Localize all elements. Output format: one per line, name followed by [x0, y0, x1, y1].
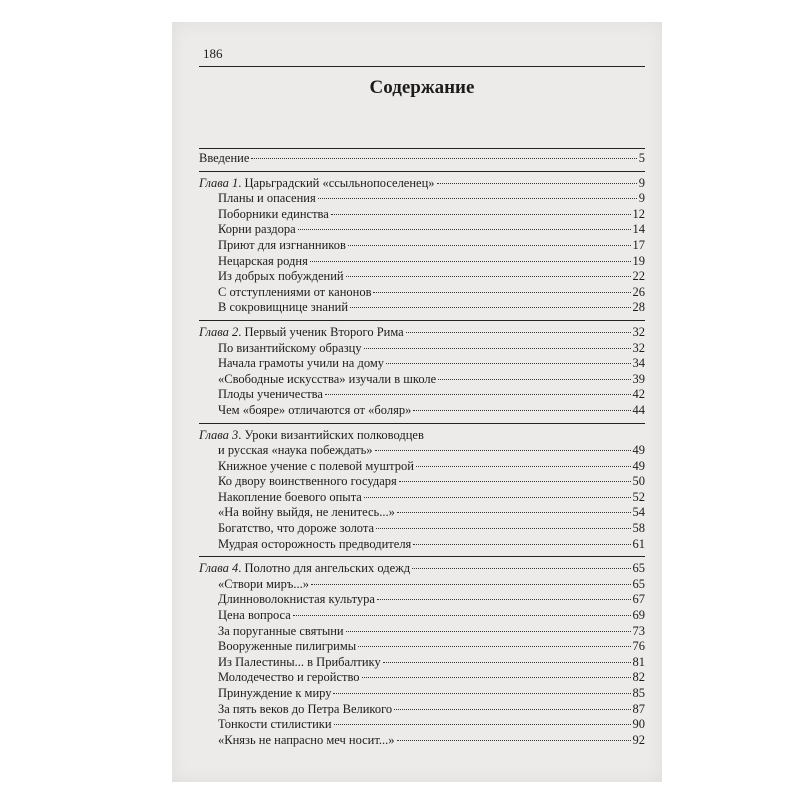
toc-entry-title: По византийскому образцу: [218, 340, 362, 355]
toc-entry: [199, 639, 645, 655]
toc-entry-title: Молодечество и геройство: [218, 670, 360, 685]
toc-entry-page: 69: [632, 608, 645, 623]
toc-title: Содержание: [369, 77, 475, 98]
dot-leader: [333, 693, 630, 694]
chapter-title: Полотно для ангельских одежд: [244, 561, 411, 576]
toc-entry-title: Приют для изгнанников: [218, 237, 346, 252]
toc-entry-page: 26: [632, 284, 645, 299]
toc-entry-title: Поборники единства: [218, 206, 329, 221]
toc-entry-page: 73: [632, 623, 645, 638]
dot-leader: [397, 740, 631, 741]
section-divider: [199, 423, 645, 424]
toc-entry-title: Планы и опасения: [218, 191, 316, 206]
toc-entry: [199, 655, 645, 671]
toc-entry-page: 12: [632, 206, 645, 221]
dot-leader: [298, 229, 631, 230]
toc-entry: [199, 372, 645, 388]
toc-entry-title: «На войну выйдя, не ленитесь...»: [218, 505, 395, 520]
chapter-heading-continued: [199, 443, 645, 459]
toc-entry-page: 92: [632, 732, 645, 747]
toc-entry-title: «Створи миръ...»: [218, 576, 309, 591]
toc-entry: [199, 686, 645, 702]
toc-entry-page: 42: [632, 387, 645, 402]
dot-leader: [362, 677, 631, 678]
section-divider: [199, 556, 645, 557]
chapter-title-line2: и русская «наука побеждать»: [218, 443, 373, 458]
dot-leader: [438, 379, 630, 380]
toc-entry-page: 82: [632, 670, 645, 685]
toc-entry: [199, 733, 645, 749]
dot-leader: [437, 183, 637, 184]
toc-entry: [199, 191, 645, 207]
toc-entry: [199, 269, 645, 285]
toc-entry-title: С отступлениями от канонов: [218, 284, 372, 299]
dot-leader: [364, 348, 631, 349]
dot-leader: [394, 709, 630, 710]
toc-entry: [199, 341, 645, 357]
toc-entry-page: 67: [632, 592, 645, 607]
toc-entry: [199, 608, 645, 624]
toc-entry: [199, 717, 645, 733]
toc-entry: [199, 624, 645, 640]
toc-entry-page: 28: [632, 300, 645, 315]
toc-entry-page: 58: [632, 521, 645, 536]
toc-entry-title: Из добрых побуждений: [218, 269, 344, 284]
toc-entry-title: Ко двору воинственного государя: [218, 474, 397, 489]
toc-entry: [199, 505, 645, 521]
section-divider: [199, 171, 645, 172]
chapter-page: 9: [638, 175, 645, 190]
chapter-heading-text: Глава 4. Полотно для ангельских одежд: [199, 561, 411, 576]
toc-entry-page: 54: [632, 505, 645, 520]
chapter-heading: [199, 561, 645, 577]
table-of-contents: [199, 144, 645, 748]
toc-entry-title: Мудрая осторожность предводителя: [218, 536, 412, 551]
dot-leader: [416, 466, 631, 467]
toc-intro-page: 5: [638, 151, 645, 165]
toc-entry-page: 14: [632, 222, 645, 237]
toc-entry-title: За поруганные святыни: [218, 623, 344, 638]
toc-entry-page: 17: [632, 237, 645, 252]
toc-entry: [199, 403, 645, 419]
toc-entry: [199, 254, 645, 270]
chapter-page: 65: [632, 561, 645, 576]
toc-entry: [199, 356, 645, 372]
toc-entry-title: Плоды ученичества: [218, 387, 323, 402]
toc-entry-title: Чем «бояре» отличаются от «боляр»: [218, 402, 412, 417]
toc-entry-title: Принуждение к миру: [218, 686, 332, 700]
toc-intro: [199, 151, 645, 167]
chapter-title: Царьградский «ссыльнопоселенец»: [244, 175, 435, 190]
chapter-page: 49: [632, 443, 645, 458]
chapter-label: Глава 3: [199, 427, 239, 442]
chapter-heading: [199, 428, 645, 444]
dot-leader: [412, 568, 630, 569]
toc-entry-page: 9: [638, 191, 645, 206]
dot-leader: [350, 307, 630, 308]
dot-leader: [373, 292, 630, 293]
dot-leader: [358, 646, 630, 647]
toc-entry-title: Накопление боевого опыта: [218, 489, 362, 504]
toc-entry-title: Длинноволокнистая культура: [218, 592, 375, 607]
toc-entry-page: 50: [632, 474, 645, 489]
toc-entry: [199, 521, 645, 537]
dot-leader: [413, 544, 630, 545]
toc-entry-page: 39: [632, 371, 645, 386]
dot-leader: [310, 261, 631, 262]
toc-entry-page: 22: [632, 269, 645, 284]
chapter-label: Глава 1: [199, 175, 239, 190]
toc-entry-title: Богатство, что дороже золота: [218, 521, 375, 536]
toc-entry-page: 44: [632, 402, 645, 417]
toc-entry-title: Начала грамоты учили на дому: [218, 356, 385, 371]
dot-leader: [346, 276, 631, 277]
toc-entry-title: В сокровищнице знаний: [218, 300, 349, 315]
dot-leader: [364, 497, 631, 498]
toc-entry-title: Вооруженные пилигримы: [218, 639, 357, 654]
toc-entry-page: 52: [632, 489, 645, 504]
toc-entry-title: «Свободные искусства» изучали в школе: [218, 371, 437, 386]
toc-entry-title: Из Палестины... в Прибалтику: [218, 654, 381, 669]
dot-leader: [406, 332, 631, 333]
dot-leader: [334, 724, 631, 725]
header-rule: [199, 66, 645, 67]
dot-leader: [293, 615, 631, 616]
toc-entry: [199, 238, 645, 254]
toc-entry: [199, 222, 645, 238]
toc-entry: [199, 387, 645, 403]
dot-leader: [397, 512, 631, 513]
toc-entry-title: Тонкости стилистики: [218, 717, 332, 732]
section-divider: [199, 148, 645, 149]
toc-entry: [199, 285, 645, 301]
toc-entry: [199, 459, 645, 475]
dot-leader: [348, 245, 631, 246]
toc-entry: [199, 300, 645, 316]
toc-entry: [199, 207, 645, 223]
toc-entry-title: За пять веков до Петра Великого: [218, 701, 393, 716]
chapter-label: Глава 2: [199, 324, 239, 339]
toc-entry-page: 61: [632, 536, 645, 551]
toc-entry: [199, 702, 645, 718]
toc-entry: [199, 577, 645, 593]
toc-entry-page: 65: [632, 576, 645, 591]
toc-entry-page: 81: [632, 654, 645, 669]
dot-leader: [383, 662, 631, 663]
toc-entry-title: Цена вопроса: [218, 608, 291, 623]
toc-entry-title: Нецарская родня: [218, 253, 308, 268]
toc-entry-page: 49: [632, 458, 645, 473]
chapter-title: Первый ученик Второго Рима: [244, 324, 404, 339]
toc-entry-page: 76: [632, 639, 645, 654]
dot-leader: [386, 363, 630, 364]
toc-entry-page: 32: [632, 340, 645, 355]
dot-leader: [399, 481, 631, 482]
dot-leader: [325, 394, 631, 395]
chapter-title: Уроки византийских полководцев: [244, 427, 424, 442]
chapter-heading: [199, 176, 645, 192]
chapter-heading: [199, 325, 645, 341]
chapter-label: Глава 4: [199, 561, 239, 576]
toc-entry-page: 90: [632, 717, 645, 732]
dot-leader: [377, 599, 631, 600]
toc-entry-page: 87: [632, 701, 645, 716]
dot-leader: [331, 214, 631, 215]
toc-entry: [199, 537, 645, 553]
toc-entry: [199, 490, 645, 506]
dot-leader: [251, 158, 636, 159]
toc-entry: [199, 670, 645, 686]
page-number: 186: [203, 46, 223, 61]
dot-leader: [311, 584, 631, 585]
toc-entry-page: 34: [632, 356, 645, 371]
dot-leader: [413, 410, 630, 411]
toc-entry-title: «Князь не напрасно меч носит...»: [218, 732, 395, 747]
chapter-heading-text: Глава 3. Уроки византийских полководцев: [199, 427, 424, 442]
dot-leader: [375, 450, 631, 451]
toc-entry-title: Книжное учение с полевой муштрой: [218, 458, 414, 473]
chapter-heading-text: Глава 1. Царьградский «ссыльнопоселенец»: [199, 175, 435, 190]
toc-entry-page: 85: [632, 686, 645, 700]
toc-entry: [199, 592, 645, 608]
dot-leader: [346, 631, 631, 632]
chapter-heading-text: Глава 2. Первый ученик Второго Рима: [199, 324, 404, 339]
toc-entry-page: 19: [632, 253, 645, 268]
toc-intro-title: Введение: [199, 151, 250, 165]
toc-entry-title: Корни раздора: [218, 222, 296, 237]
toc-entry: [199, 474, 645, 490]
dot-leader: [318, 198, 637, 199]
section-divider: [199, 320, 645, 321]
dot-leader: [376, 528, 630, 529]
chapter-page: 32: [632, 324, 645, 339]
